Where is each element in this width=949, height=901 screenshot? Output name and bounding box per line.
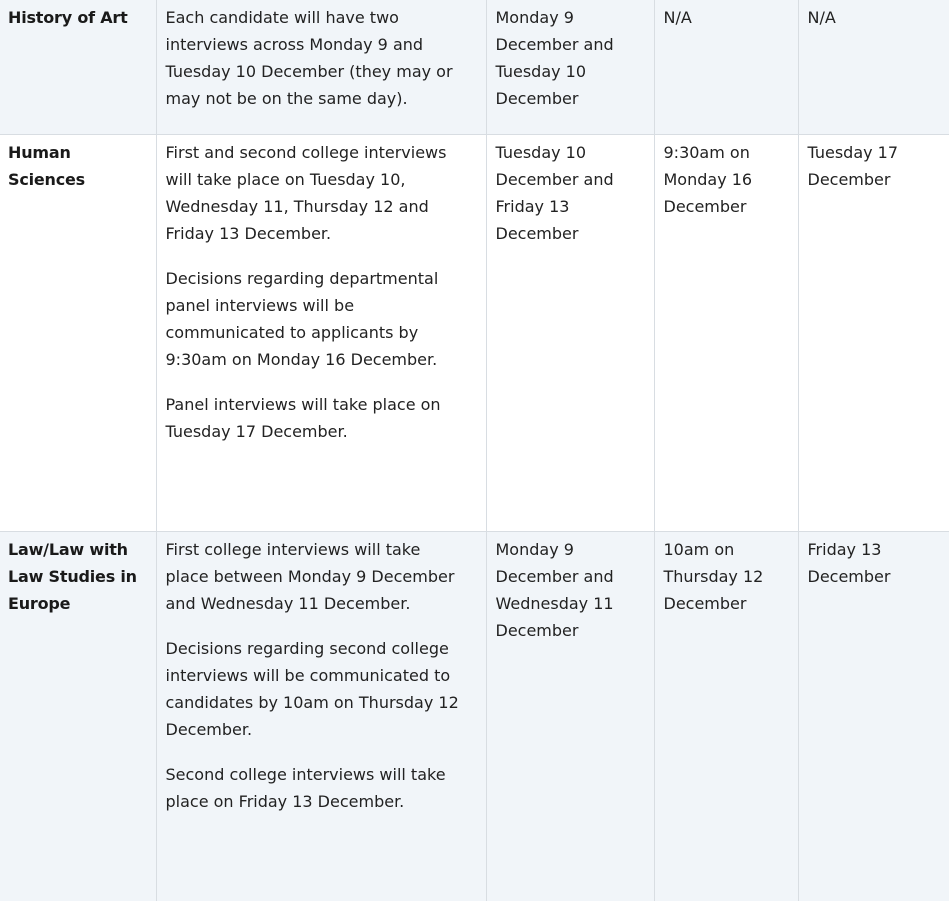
details-paragraph: Decisions regarding second college interviews will be communicated to candidates by 10am on Thursday 12 December. [165, 639, 459, 739]
subject-label: Human Sciences [8, 143, 85, 189]
details-cell [156, 0, 486, 135]
details-paragraph: First college interviews will take place between Monday 9 December and Wednesday 11 December. [165, 540, 455, 613]
subject-cell [0, 532, 156, 901]
second-interview-cell [798, 135, 949, 532]
subject-cell [0, 0, 156, 135]
decision-time-cell [654, 135, 798, 532]
interview-dates-text: Tuesday 10 December and Friday 13 December [495, 143, 614, 243]
details-cell [156, 135, 486, 532]
details-cell [156, 532, 486, 901]
decision-time-cell [654, 0, 798, 135]
second-interview-text: Friday 13 December [807, 540, 891, 586]
subject-cell [0, 135, 156, 532]
interview-dates-cell [486, 532, 654, 901]
second-interview-text: Tuesday 17 December [807, 143, 899, 189]
decision-time-text: 9:30am on Monday 16 December [663, 143, 753, 216]
details-paragraph: First and second college interviews will take place on Tuesday 10, Wednesday 11, Thursday 12 and Friday 13 December. [165, 143, 447, 243]
subject-label: History of Art [8, 8, 128, 27]
details-paragraph: Panel interviews will take place on Tuesday 17 December. [165, 395, 441, 441]
decision-time-text: 10am on Thursday 12 December [663, 540, 764, 613]
second-interview-cell [798, 532, 949, 901]
interview-dates-cell [486, 135, 654, 532]
subject-label: Law/Law with Law Studies in Europe [8, 540, 137, 613]
table-row [0, 0, 949, 135]
interview-dates-text: Monday 9 December and Tuesday 10 December [495, 8, 614, 108]
table-row [0, 135, 949, 532]
interview-dates-text: Monday 9 December and Wednesday 11 December [495, 540, 614, 640]
decision-time-cell [654, 532, 798, 901]
second-interview-text: N/A [807, 8, 836, 27]
details-paragraph: Second college interviews will take place on Friday 13 December. [165, 765, 446, 811]
details-paragraph: Each candidate will have two interviews across Monday 9 and Tuesday 10 December (they may or may not be on the same day). [165, 8, 453, 108]
details-paragraph: Decisions regarding departmental panel interviews will be communicated to applicants by 9:30am on Monday 16 December. [165, 269, 439, 369]
decision-time-text: N/A [663, 8, 692, 27]
second-interview-cell [798, 0, 949, 135]
interview-dates-cell [486, 0, 654, 135]
table-row [0, 532, 949, 901]
